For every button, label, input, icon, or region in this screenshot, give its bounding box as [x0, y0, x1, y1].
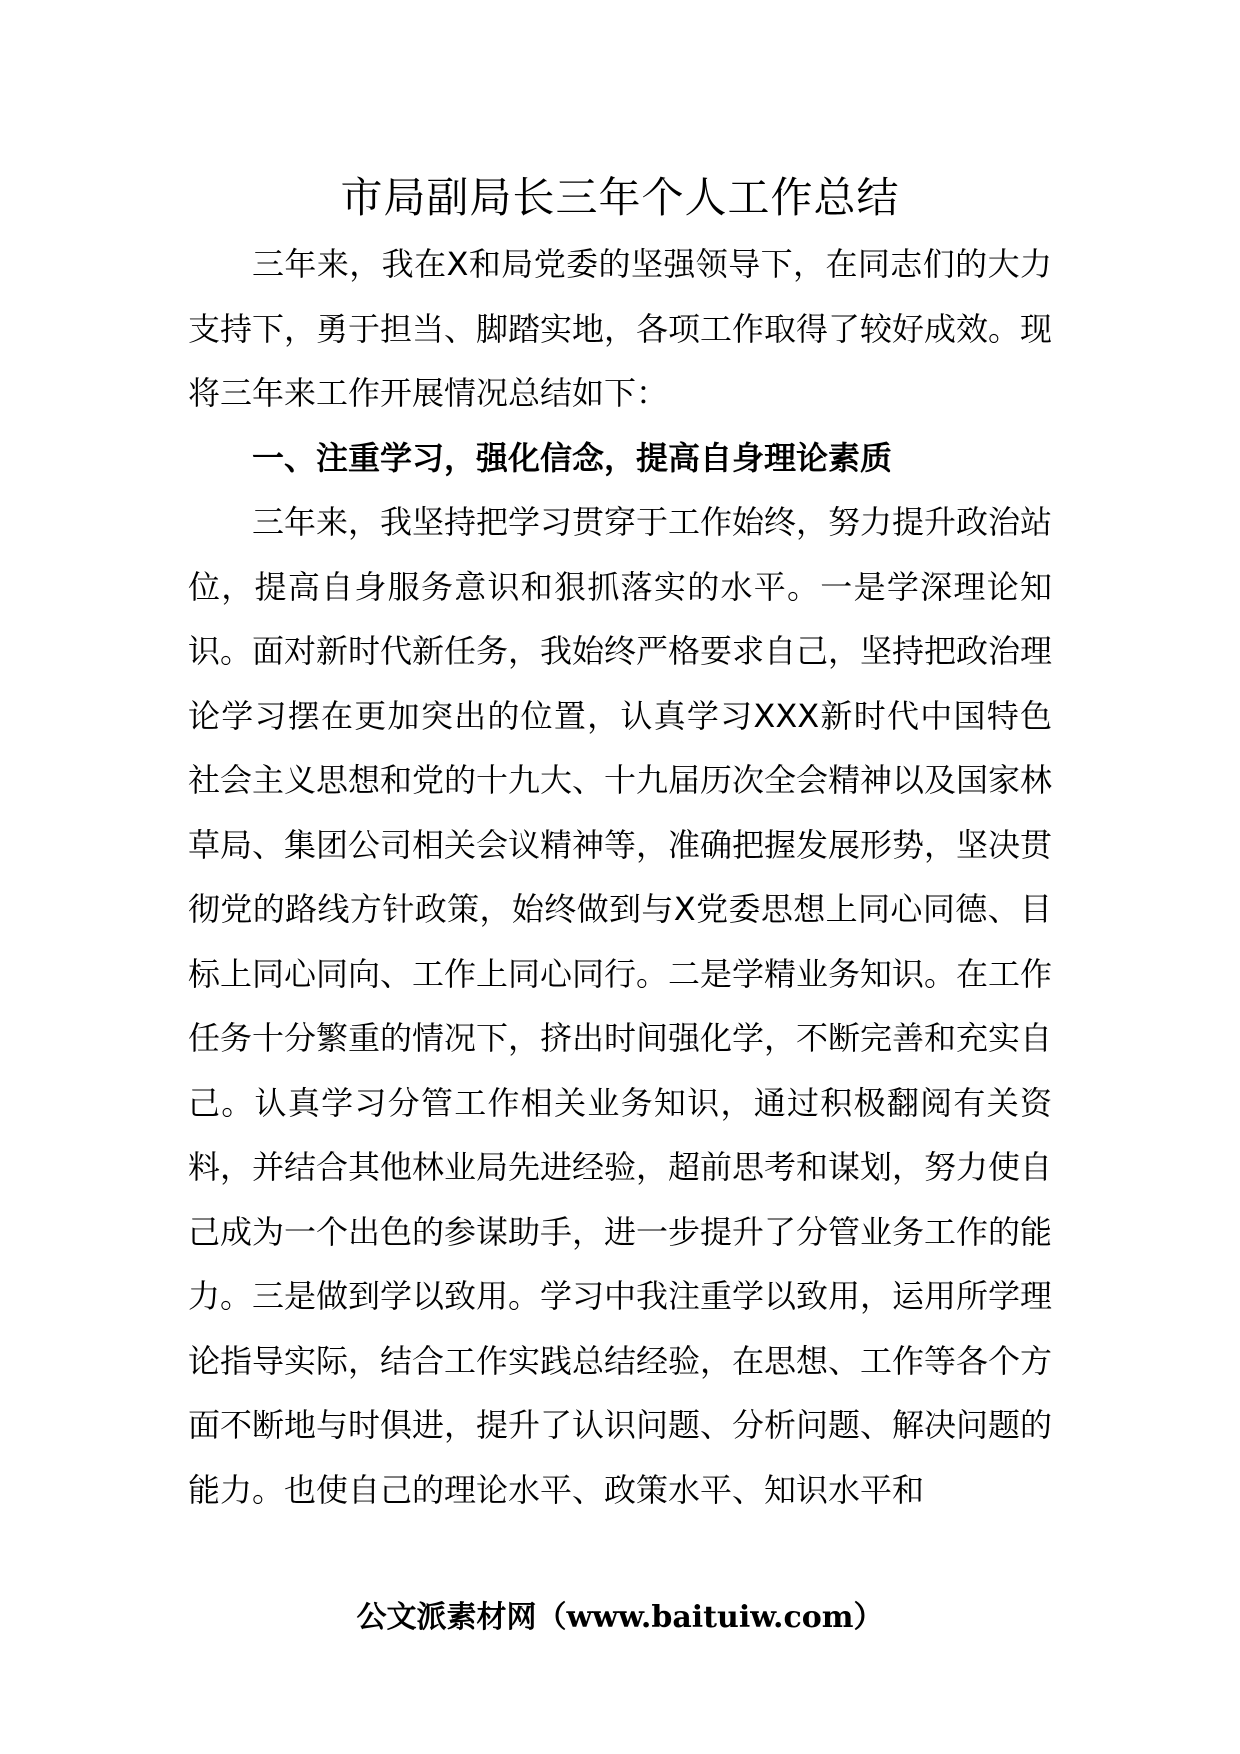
footer-watermark: 公文派素材网（www.baituiw.com） — [356, 1600, 884, 1635]
document-title: 市局副局长三年个人工作总结 — [340, 173, 900, 222]
section-1-paragraph: 三年来，我坚持把学习贯穿于工作始终，努力提升政治站位，提高自身服务意识和狠抓落实的水平。一是学深理论知识。面对新时代新任务，我始终严格要求自己，坚持把政治理论学习摆在更加突出的位置，认真学习XXX新时代中国特色社会主义思想和党的十九大、十九届历次全会精神以及国家林草局、集团公司相关会议精神等，准确把握发展形势，坚决贯彻党的路线方针政策，始终做到与X党委思想上同心同德、目标上同心同向、工作上同心同行。二是学精业务知识。在工作任务十分繁重的情况下，挤出时间强化学，不断完善和充实自己。认真学习分管工作相关业务知识，通过积极翻阅有关资料，并结合其他林业局先进经验，超前思考和谋划，努力使自己成为一个出色的参谋助手，进一步提升了分管业务工作的能力。三是做到学以致用。学习中我注重学以致用，运用所学理论指导实际，结合工作实践总结经验，在思想、工作等各个方面不断地与时俱进，提升了认识问题、分析问题、解决问题的能力。也使自己的理论水平、政策水平、知识水平和 — [188, 503, 1053, 1509]
intro-paragraph: 三年来，我在X和局党委的坚强领导下，在同志们的大力支持下，勇于担当、脚踏实地，各项工作取得了较好成效。现将三年来工作开展情况总结如下： — [188, 245, 1053, 412]
document-body — [188, 232, 1052, 1522]
section-heading-1: 一、注重学习，强化信念，提高自身理论素质 — [252, 438, 893, 477]
